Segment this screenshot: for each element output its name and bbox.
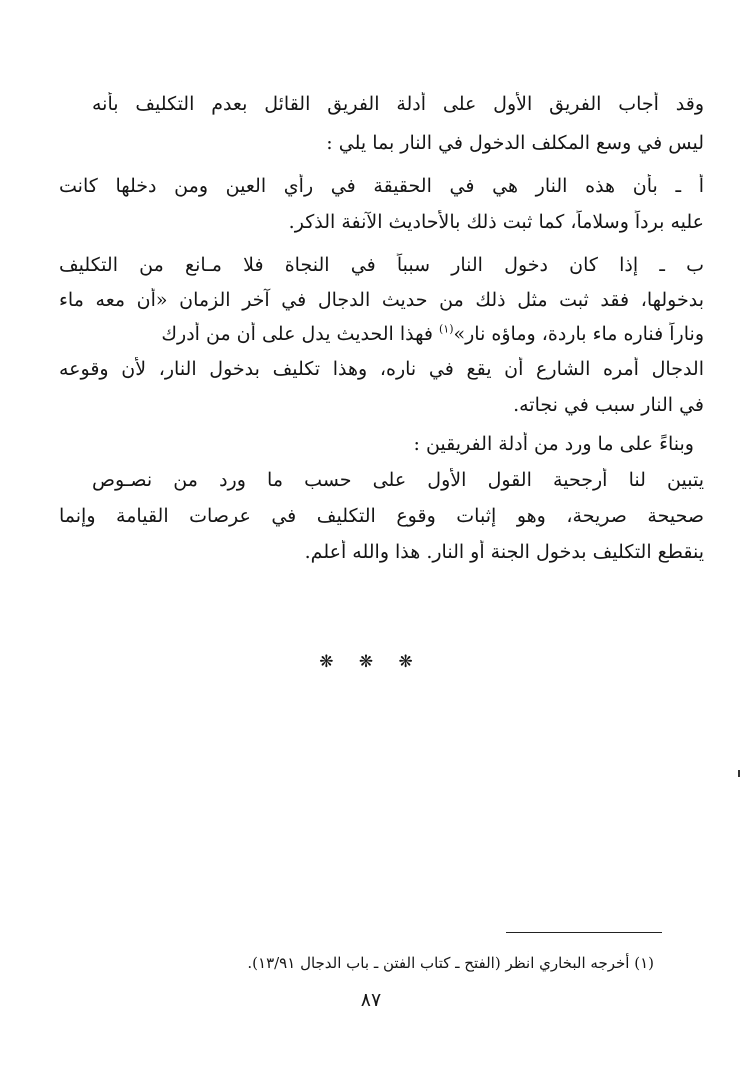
paragraph-line: يتبين لنا أرجحية القول الأول على حسب ما ورد من نصـوص	[92, 469, 704, 491]
section-separator: ❋ ❋ ❋	[319, 652, 423, 672]
paragraph-line: ليس في وسع المكلف الدخول في النار بما يلي :	[326, 132, 704, 154]
footnote: (١) أخرجه البخاري انظر (الفتح ـ كتاب الفتن ـ باب الدجال ١٣/٩١).	[247, 954, 654, 972]
paragraph-line: وقد أجاب الفريق الأول على أدلة الفريق القائل بعدم التكليف بأنه	[92, 93, 704, 115]
line-text-end: فهذا الحديث يدل على أن من أدرك	[161, 323, 439, 345]
paragraph-line: ب ـ إذا كان دخول النار سبباً في النجاة فلا مـانع من التكليف	[59, 254, 704, 276]
paragraph-line: ينقطع التكليف بدخول الجنة أو النار. هذا والله أعلم.	[304, 541, 704, 563]
page-number: ٨٧	[360, 989, 382, 1011]
margin-mark	[738, 770, 740, 777]
paragraph-line: بدخولها، فقد ثبت مثل ذلك من حديث الدجال في آخر الزمان «أن معه ماء	[59, 289, 704, 311]
paragraph-line: أ ـ بأن هذه النار هي في الحقيقة في رأي العين ومن دخلها كانت	[59, 175, 704, 197]
footnote-divider	[506, 932, 662, 933]
paragraph-line: عليه برداً وسلاماً، كما ثبت ذلك بالأحاديث الآنفة الذكر.	[288, 211, 704, 233]
paragraph-line: الدجال أمره الشارع أن يقع في ناره، وهذا تكليف بدخول النار، لأن وقوعه	[59, 358, 704, 380]
paragraph-line: في النار سبب في نجاته.	[513, 394, 704, 416]
footnote-reference: (١)	[438, 322, 454, 336]
paragraph-line: وبناءً على ما ورد من أدلة الفريقين :	[413, 433, 694, 455]
paragraph-line-with-footnote	[59, 322, 704, 346]
paragraph-line: صحيحة صريحة، وهو إثبات وقوع التكليف في عرصات القيامة وإنما	[59, 505, 704, 527]
line-text-start: وناراً فناره ماء باردة، وماؤه نار»	[453, 323, 704, 345]
